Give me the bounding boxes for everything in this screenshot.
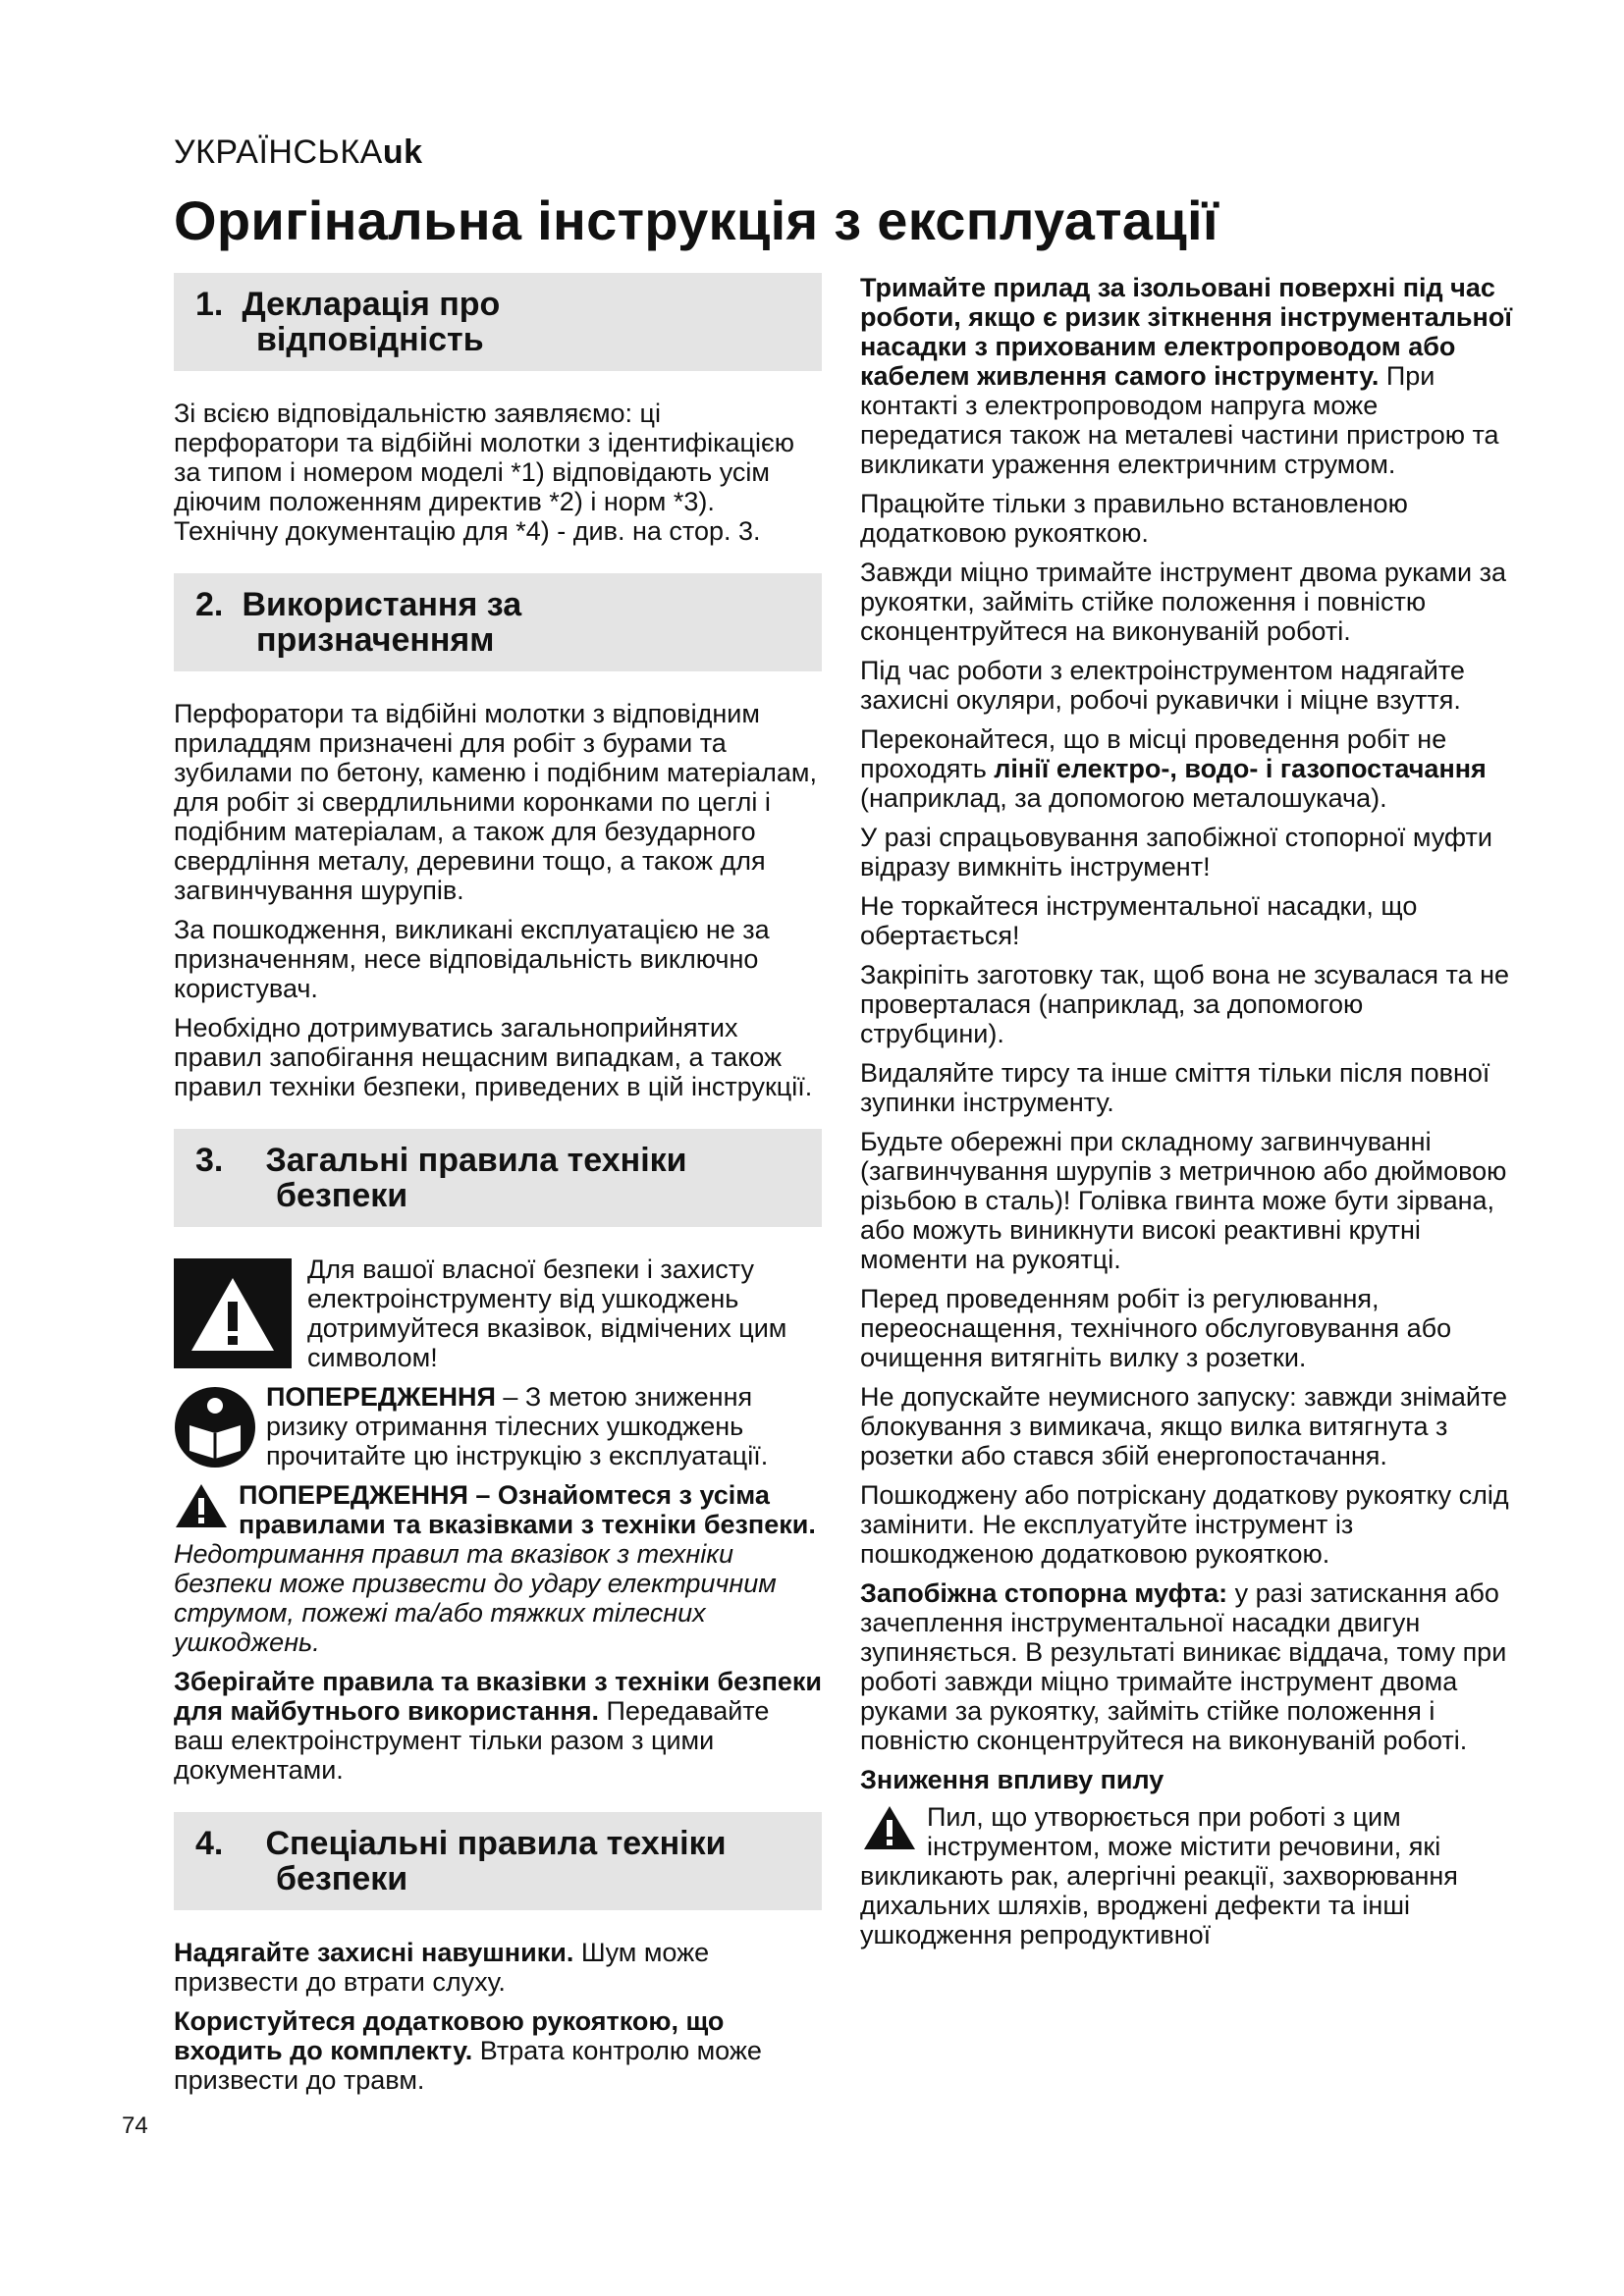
- safety-item: Не торкайтеся інструментальної насадки, що обертається!: [860, 891, 1418, 950]
- section-title-line1: Спеціальні правила техніки: [265, 1825, 727, 1862]
- dust-text: Пил, що утворюється при роботі з цим інструментом, може містити речовини, які викликають рак, алергічні реакції, захворювання дихальних шляхів, вроджені дефекти та інші ушкодження репродуктивної: [860, 1802, 1458, 1949]
- safety-item: Пошкоджену або потріскану додаткову рукоятку слід замінити. Не експлуатуйте інструмент із пошкодженою додатковою рукояткою.: [860, 1480, 1509, 1569]
- safety-item: Працюйте тільки з правильно встановленою додатковою рукояткою.: [860, 489, 1408, 548]
- accident-prevention-paragraph: Необхідно дотримуватись загальноприйнятих правил запобігання нещасним випадкам, а також правил техніки безпеки, приведених в цій інструкції.: [174, 1013, 813, 1101]
- ear-protection-bold: Надягайте захисні навушники.: [174, 1938, 574, 1967]
- section-number: 1.: [195, 286, 224, 323]
- section-number: 2.: [195, 586, 224, 623]
- page-title: Оригінальна інструкція з експлуатації: [174, 189, 1218, 251]
- auxiliary-handle-text: Втрата контролю може призвести до травм.: [174, 2036, 762, 2095]
- utility-lines-paragraph: [860, 724, 1514, 813]
- warning-triangle-icon: [174, 1258, 292, 1368]
- utility-lines-text-b: (наприклад, за допомогою металошукача).: [860, 783, 1387, 813]
- intended-use-paragraph: Перфоратори та відбійні молотки з відповідним приладдям призначені для робіт з бурами та зубилами по бетону, каменю і подібним матеріалам, для робіт зі свердлильними коронками по цеглі і подібним матеріалам, а також для безударного свердління металу, деревини тощо, а також для загвинчування шурупів.: [174, 699, 817, 905]
- keep-instructions-bold: Зберігайте правила та вказівки з техніки безпеки для майбутнього використання.: [174, 1667, 823, 1726]
- general-warning-paragraph: [174, 1480, 822, 1657]
- slip-clutch-text: у разі затискання або зачеплення інструментальної насадки двигун зупиняється. В результаті виникає віддача, тому при роботі завжди міцно тримайте інструмент двома руками за рукоятку, займіть стійке положення і повністю сконцентруйтеся на виконуваній роботі.: [860, 1578, 1507, 1755]
- warning-triangle-small-icon: [174, 1482, 229, 1529]
- safety-symbol-text: Для вашої власної безпеки і захисту електроінструменту від ушкоджень дотримуйтеся вказівок, відмічених цим символом!: [307, 1255, 787, 1372]
- section-title-line1: Використання за: [242, 586, 522, 623]
- safety-item: Перед проведенням робіт із регулювання, переоснащення, технічного обслуговування або очищення витягніть вилку з розетки.: [860, 1284, 1452, 1372]
- insulated-surfaces-bold: Тримайте прилад за ізольовані поверхні під час роботи, якщо є ризик зіткнення інструментальної насадки з прихованим електропроводом або кабелем живлення самого інструменту.: [860, 273, 1512, 391]
- safety-item: Під час роботи з електроінструментом надягайте захисні окуляри, робочі рукавички і міцне взуття.: [860, 656, 1465, 715]
- section-title-line2: відповідність: [256, 321, 484, 358]
- warning-bold-text: ПОПЕРЕДЖЕННЯ – Ознайомтеся з усіма правилами та вказівками з техніки безпеки.: [239, 1480, 816, 1539]
- insulated-surfaces-text: При контакті з електропроводом напруга може передатися також на металеві частини пристрою та викликати ураження електричним струмом.: [860, 361, 1499, 479]
- keep-instructions-paragraph: [174, 1667, 822, 1785]
- section-title-line2: призначенням: [256, 621, 495, 659]
- section-number: 3.: [195, 1142, 224, 1179]
- section-heading-4: [174, 1812, 822, 1910]
- keep-instructions-text: Передавайте ваш електроінструмент тільки разом з цими документами.: [174, 1696, 770, 1785]
- section-heading-2: [174, 573, 822, 671]
- utility-lines-bold: лінії електро-, водо- і газопостачання: [994, 754, 1487, 783]
- ear-protection-paragraph: [174, 1938, 822, 1997]
- slip-clutch-paragraph: [860, 1578, 1514, 1755]
- language-code: uk: [382, 133, 423, 171]
- section-title-line2: безпеки: [276, 1177, 408, 1214]
- safety-item: Завжди міцно тримайте інструмент двома руками за рукоятки, займіть стійке положення і повністю сконцентруйтеся на виконуваній роботі.: [860, 558, 1507, 646]
- left-column: [174, 273, 822, 2105]
- warning-italic-text: Недотримання правил та вказівок з техніки безпеки може призвести до удару електричним струмом, пожежі та/або тяжких тілесних ушкоджень.: [174, 1539, 777, 1657]
- read-manual-row: [174, 1382, 822, 1470]
- ear-protection-text: Шум може призвести до втрати слуху.: [174, 1938, 710, 1997]
- section-number: 4.: [195, 1825, 224, 1862]
- language-label: [174, 133, 423, 172]
- warning-text: – З метою зниження ризику отримання тілесних ушкоджень прочитайте цю інструкцію з експлуатації.: [266, 1382, 769, 1470]
- insulated-surfaces-paragraph: [860, 273, 1514, 479]
- safety-item: Будьте обережні при складному загвинчуванні (загвинчування шурупів з метричною або дюймовою різьбою в сталь)! Голівка гвинта може бути зірвана, або можуть виникнути високі реактивні крутні моменти на рукоятці.: [860, 1127, 1507, 1274]
- safety-symbol-row: [174, 1255, 822, 1372]
- utility-lines-text-a: Переконайтеся, що в місці проведення робіт не проходять: [860, 724, 1447, 783]
- read-manual-text: [266, 1382, 822, 1470]
- auxiliary-handle-paragraph: [174, 2006, 822, 2095]
- dust-heading-text: Зниження впливу пилу: [860, 1765, 1164, 1794]
- safety-item: У разі спрацьовування запобіжної стопорної муфти відразу вимкніть інструмент!: [860, 823, 1492, 881]
- warning-triangle-small-icon: [862, 1804, 917, 1851]
- safety-item: Не допускайте неумисного запуску: завжди знімайте блокування з вимикача, якщо вилка витягнута з розетки або стався збій енергопостачання.: [860, 1382, 1508, 1470]
- section-title-line2: безпеки: [276, 1860, 408, 1897]
- page-number: 74: [122, 2112, 148, 2139]
- section-title-line1: Декларація про: [242, 286, 501, 323]
- right-column: [860, 273, 1514, 1959]
- dust-heading: [860, 1765, 1514, 1794]
- section-heading-3: [174, 1129, 822, 1227]
- liability-paragraph: За пошкодження, викликані експлуатацією не за призначенням, несе відповідальність виключно користувач.: [174, 915, 770, 1003]
- section-title-line1: Загальні правила техніки: [265, 1142, 687, 1179]
- section-heading-1: [174, 273, 822, 371]
- dust-paragraph: [860, 1802, 1514, 1949]
- language-name: УКРАЇНСЬКА: [174, 133, 383, 171]
- declaration-paragraph: Зі всією відповідальністю заявляємо: ці перфоратори та відбійні молотки з ідентифікацією за типом і номером моделі *1) відповідають усім діючим положенням директив *2) і норм *3). Технічну документацію для *4) - див. на стор. 3.: [174, 399, 794, 546]
- read-manual-icon: [174, 1386, 256, 1468]
- warning-label: ПОПЕРЕДЖЕННЯ: [266, 1382, 496, 1412]
- auxiliary-handle-bold: Користуйтеся додатковою рукояткою, що входить до комплекту.: [174, 2006, 725, 2065]
- safety-item: Видаляйте тирсу та інше сміття тільки після повної зупинки інструменту.: [860, 1058, 1490, 1117]
- slip-clutch-bold: Запобіжна стопорна муфта:: [860, 1578, 1228, 1608]
- safety-item: Закріпіть заготовку так, щоб вона не зсувалася та не проверталася (наприклад, за допомогою струбцини).: [860, 960, 1510, 1048]
